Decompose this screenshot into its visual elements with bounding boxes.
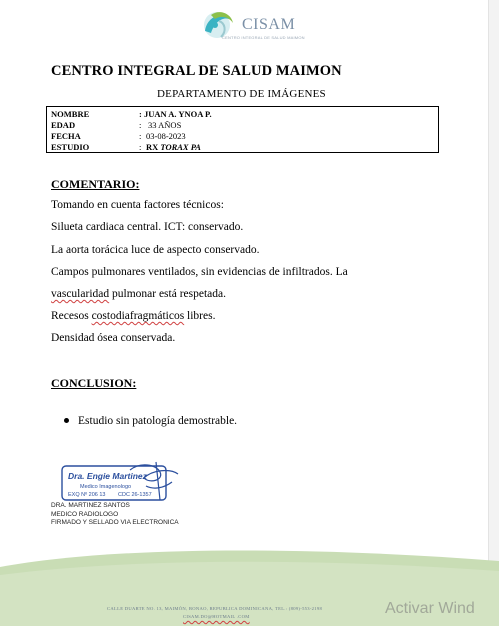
footer-email-text: CISAM.DO@HOTMAIL .COM	[183, 614, 250, 619]
stamp-name: Dra. Engie Martinez	[68, 471, 147, 481]
logo-text: CISAM	[242, 16, 296, 33]
comment-heading: COMENTARIO:	[51, 177, 140, 191]
patient-info-box	[46, 106, 439, 153]
comment-line-4: Campos pulmonares ventilados, sin evidencias de infiltrados. La	[51, 266, 348, 278]
department-title: DEPARTAMENTO DE IMÁGENES	[157, 88, 326, 100]
logo-subtitle: CENTRO INTEGRAL DE SALUD MAIMON	[222, 35, 305, 40]
doctor-role: MEDICO RADIOLOGO	[51, 510, 119, 518]
study-value-emph: TORAX PA	[160, 142, 201, 152]
spellcheck-word-costodiafragmaticos: costodiafragmáticos	[91, 310, 185, 322]
study-colon: :	[139, 142, 142, 152]
signature-block	[51, 502, 179, 528]
name-value: : JUAN A. YNOA P.	[139, 109, 212, 119]
comment-line-5-rest: pulmonar está respetada.	[109, 288, 226, 300]
age-colon: :	[139, 120, 142, 130]
center-title: CENTRO INTEGRAL DE SALUD MAIMON	[51, 63, 342, 79]
doctor-name: DRA. MARTINEZ SANTOS	[51, 502, 130, 509]
comment-line-1: Tomando en cuenta factores técnicos:	[51, 199, 224, 211]
spellcheck-word-vascularidad: vascularidad	[51, 288, 110, 300]
stamp-role: Medico Imagenologo	[80, 484, 132, 490]
windows-activation-watermark: Activar Wind	[385, 600, 475, 617]
comment-line-3: La aorta torácica luce de aspecto conservado.	[51, 244, 260, 256]
name-label: NOMBRE	[51, 109, 90, 119]
date-label: FECHA	[51, 131, 81, 141]
comment-line-2: Silueta cardiaca central. ICT: conservado.	[51, 221, 244, 233]
conclusion-item	[64, 415, 237, 427]
conclusion-item-text: Estudio sin patología demostrable.	[78, 415, 238, 427]
comment-line-6-rest: libres.	[184, 310, 216, 322]
study-value-prefix: RX	[146, 142, 159, 152]
study-label: ESTUDIO	[51, 142, 90, 152]
conclusion-heading: CONCLUSION:	[51, 376, 137, 390]
comment-line-7: Densidad ósea conservada.	[51, 332, 176, 344]
doctor-stamp-signature	[60, 460, 185, 505]
study-value	[146, 142, 201, 153]
comment-line-6-start: Recesos	[51, 310, 92, 322]
stamp-cdc: CDC 26-1357	[118, 492, 152, 498]
date-colon: :	[139, 131, 142, 141]
stamp-exq: EXQ Nº 206 13	[68, 492, 106, 498]
bullet-icon	[64, 418, 69, 423]
footer-email	[183, 614, 250, 619]
signature-note: FIRMADO Y SELLADO VIA ELECTRONICA	[51, 519, 179, 526]
comment-line-5	[51, 288, 226, 300]
footer-address: CALLE DUARTE NO. 13, MAIMÓN, BONAO, REPUBLICA DOMINICANA, TEL.: (809)-553-2198	[107, 606, 323, 611]
page-edge-scrollbar	[488, 0, 499, 626]
comment-line-6	[51, 310, 215, 322]
date-value: 03-08-2023	[146, 131, 186, 141]
age-value: 33 AÑOS	[148, 120, 182, 130]
age-label: EDAD	[51, 120, 76, 130]
